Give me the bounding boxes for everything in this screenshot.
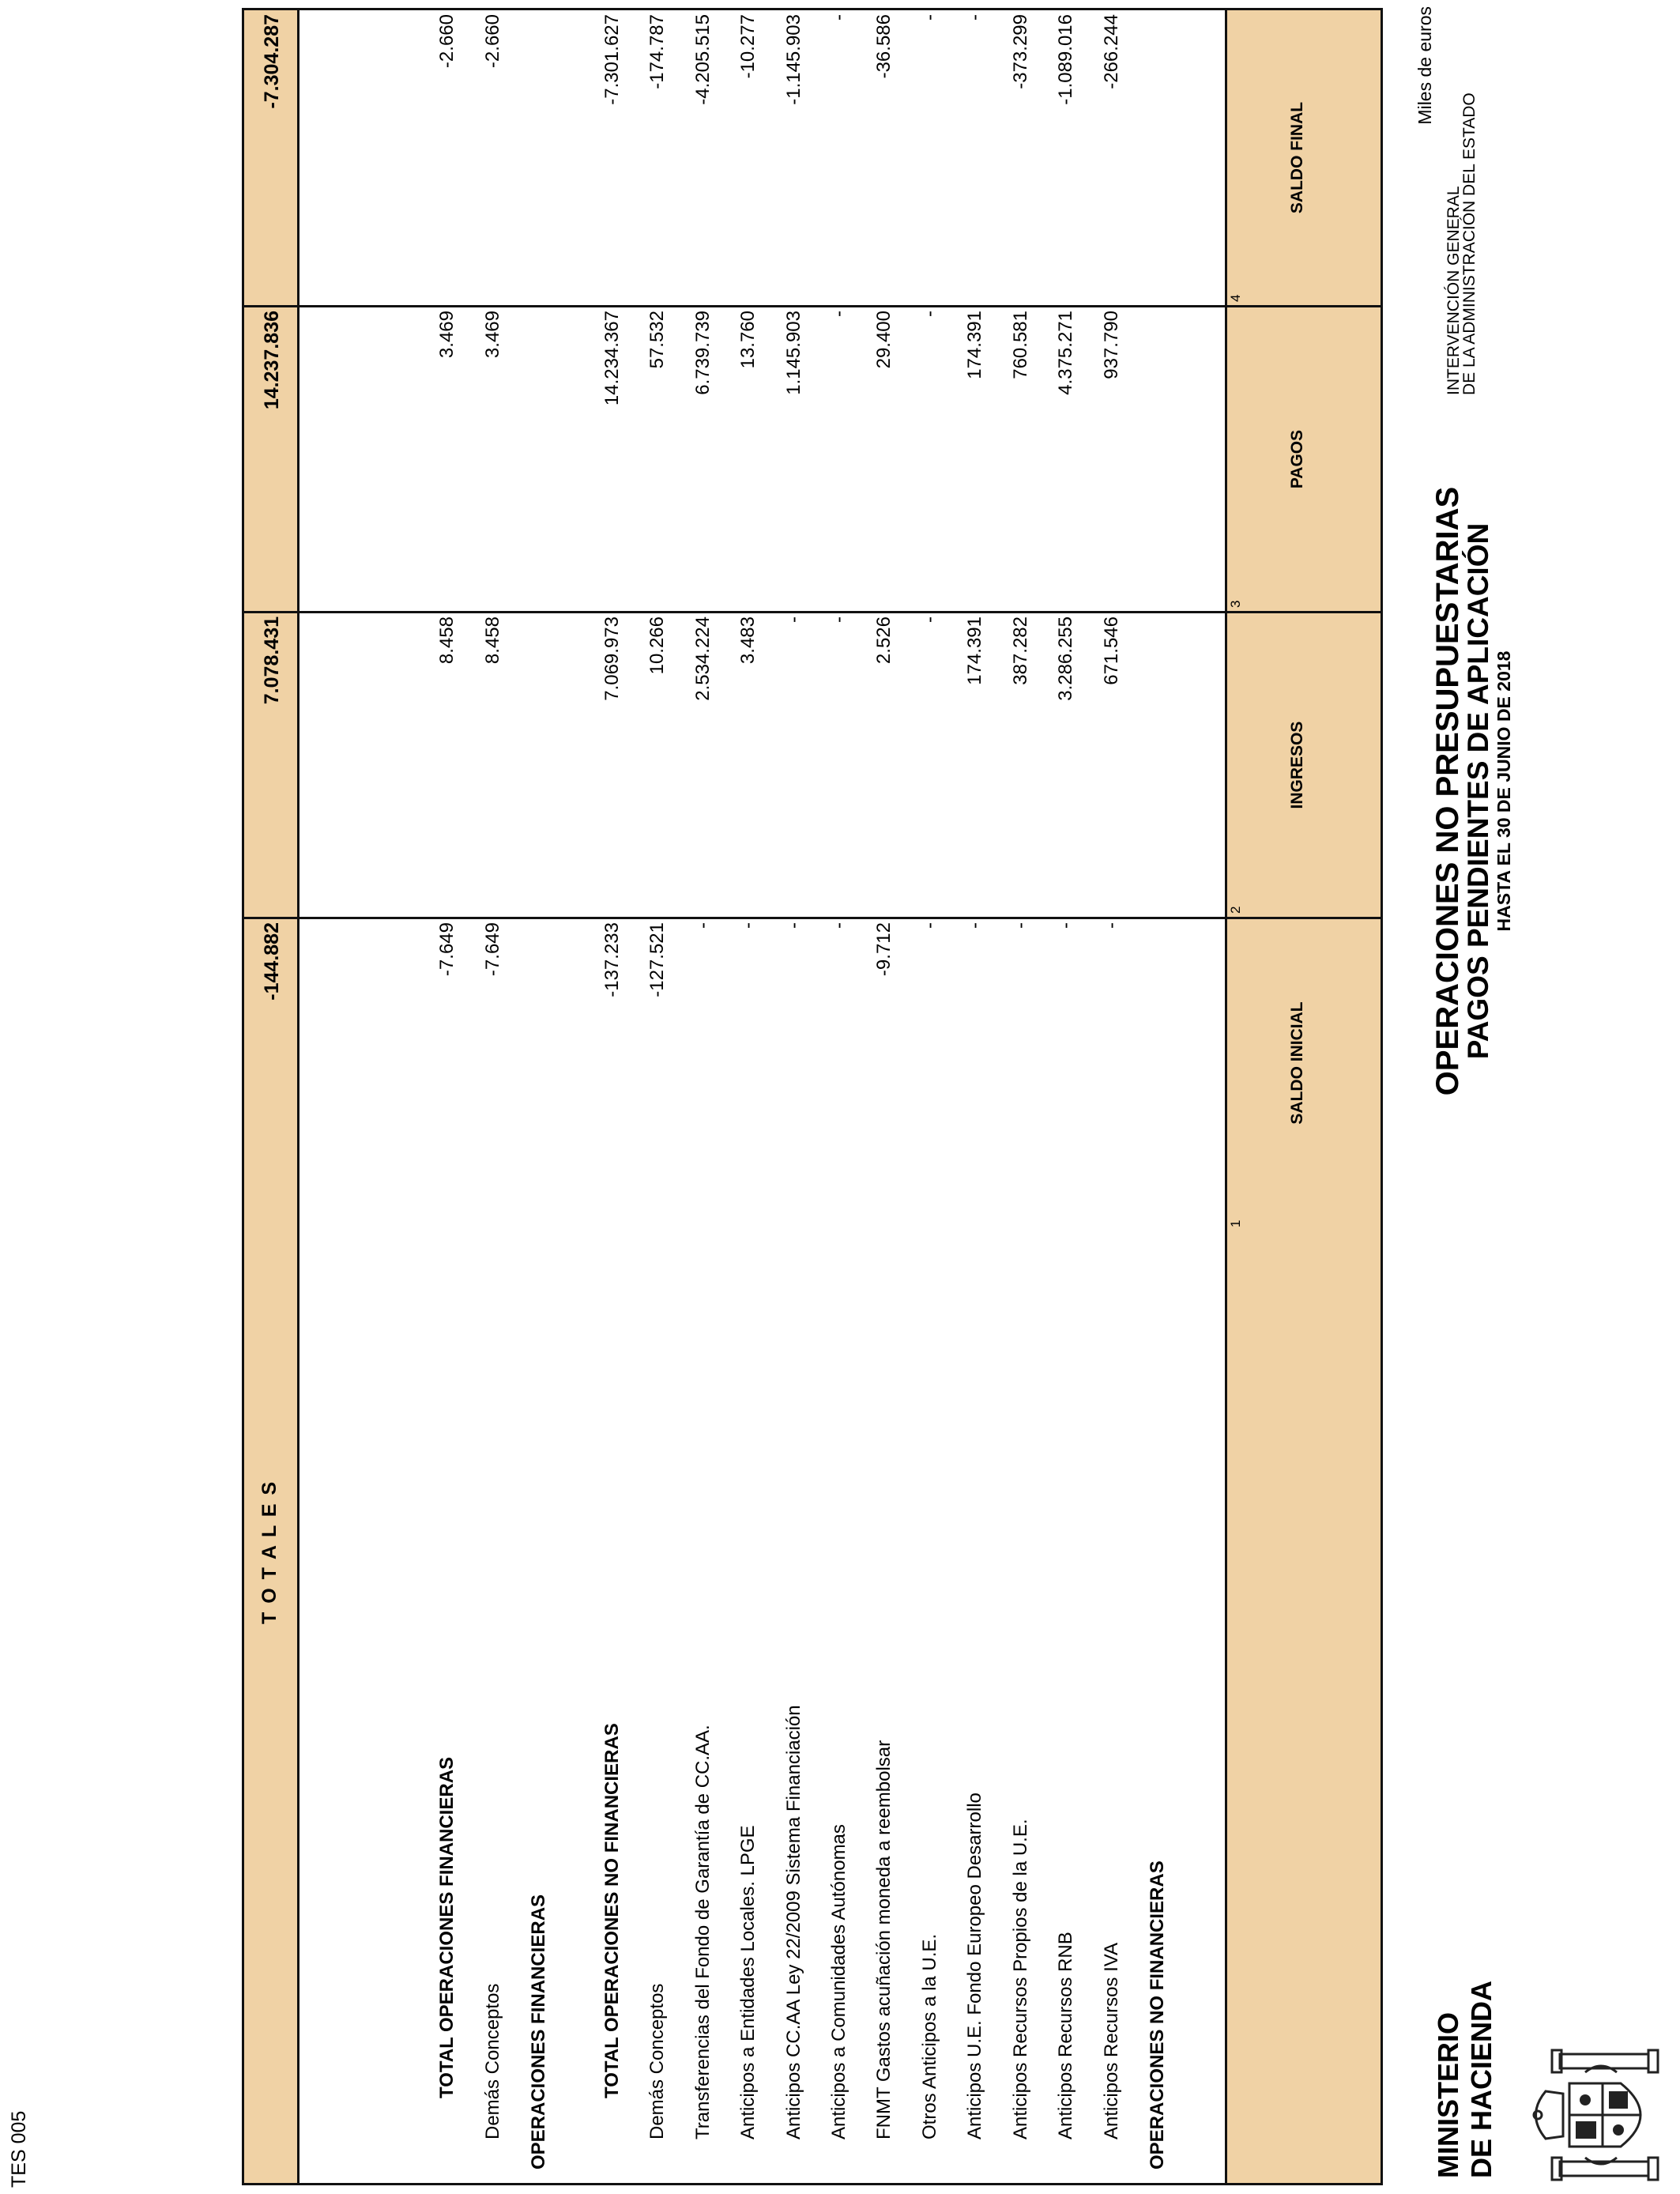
cell-saldo-inicial: - [1101,922,1122,929]
cell-pagos: 57.532 [646,311,668,369]
table-border-left [242,2183,1382,2185]
report-title-block [1432,258,1514,1325]
cell-saldo-final: -7.301.627 [601,14,623,105]
column-number-1: 1 [1228,1220,1243,1227]
cell-ingresos: - [828,616,849,623]
column-header-pagos: PAGOS [1288,429,1306,489]
row-label: Demás Conceptos [646,1983,668,2139]
row-label: Anticipos Recursos RNB [1055,1932,1076,2139]
org-line-2: DE LA ADMINISTRACIÓN DEL ESTADO [1460,92,1478,395]
cell-saldo-final: - [828,14,849,21]
cell-saldo-inicial: - [919,922,940,929]
totals-ingresos: 7.078.431 [261,616,283,705]
cell-ingresos: 7.069.973 [601,616,623,701]
cell-ingresos: 2.526 [873,616,895,665]
cell-pagos: - [919,311,940,317]
row-label: Otros Anticipos a la U.E. [919,1933,940,2139]
row-label: Anticipos CC.AA Ley 22/2009 Sistema Financiación [783,1705,804,2139]
cell-saldo-final: -373.299 [1010,14,1031,89]
cell-pagos: 3.469 [436,311,458,359]
cell-saldo-inicial: - [783,922,804,929]
column-header-saldo-inicial: SALDO INICIAL [1288,1001,1306,1125]
row-label: TOTAL OPERACIONES NO FINANCIERAS [601,1723,623,2098]
cell-saldo-inicial: -7.649 [482,922,503,977]
cell-ingresos: 671.546 [1101,616,1122,685]
ministry-line-1: MINISTERIO [1432,2011,1464,2178]
row-label: TOTAL OPERACIONES FINANCIERAS [436,1756,458,2098]
header-rule [1225,8,1227,2185]
row-label: FNMT Gastos acuñación moneda a reembolsar [873,1740,895,2139]
coat-of-arms-icon [1530,2048,1668,2182]
column-header-saldo-final: SALDO FINAL [1288,101,1306,214]
report-title: OPERACIONES NO PRESUPUESTARIAS [1430,486,1465,1096]
cell-saldo-final: -174.787 [646,14,668,89]
cell-saldo-inicial: - [964,922,985,929]
report-subtitle: PAGOS PENDIENTES DE APLICACIÓN [1462,522,1494,1060]
cell-saldo-inicial: -137.233 [601,922,623,997]
row-label: Anticipos U.E. Fondo Europeo Desarrollo [964,1793,985,2139]
cell-ingresos: 2.534.224 [692,616,714,701]
cell-ingresos: 174.391 [964,616,985,685]
org-line-1: INTERVENCIÓN GENERAL [1445,186,1463,395]
cell-saldo-final: -266.244 [1101,14,1122,89]
cell-ingresos: 3.483 [737,616,759,665]
cell-ingresos: 10.266 [646,616,668,675]
report-code: TES 005 [8,2110,30,2188]
cell-pagos: - [828,311,849,317]
cell-pagos: 3.469 [482,311,503,359]
column-header-ingresos: INGRESOS [1288,721,1306,809]
column-rule-1 [242,917,1382,919]
column-rule-3 [242,305,1382,307]
cell-ingresos: - [919,616,940,623]
row-label: Demás Conceptos [482,1983,503,2139]
table-border-top [1381,8,1383,2185]
cell-saldo-final: -1.145.903 [783,14,804,105]
cell-pagos: 937.790 [1101,311,1122,379]
cell-pagos: 4.375.271 [1055,311,1076,395]
cell-ingresos: 8.458 [436,616,458,665]
cell-pagos: 13.760 [737,311,759,369]
row-label: Anticipos a Comunidades Autónomas [828,1824,849,2139]
cell-saldo-final: -36.586 [873,14,895,79]
issuing-organization [1446,16,1478,395]
row-label: OPERACIONES FINANCIERAS [528,1894,549,2169]
cell-saldo-inicial: -7.649 [436,922,458,977]
totals-label-cell [242,919,297,2185]
totals-pagos: 14.237.836 [261,311,283,410]
cell-saldo-final: -2.660 [436,14,458,69]
cell-saldo-final: -10.277 [737,14,759,79]
cell-ingresos: 387.282 [1010,616,1031,685]
ministry-line-2: DE HACIENDA [1465,1980,1497,2178]
cell-saldo-inicial: -9.712 [873,922,895,977]
cell-ingresos: 3.286.255 [1055,616,1076,701]
cell-saldo-inicial: - [692,922,714,929]
units-label: Miles de euros [1414,6,1435,125]
cell-saldo-final: -4.205.515 [692,14,714,105]
report-table [242,8,1382,2185]
totals-label: T O T A L E S [258,1480,281,1625]
table-border-right [242,8,1382,10]
column-number-3: 3 [1228,600,1243,608]
cell-saldo-final: -2.660 [482,14,503,69]
row-label: Transferencias del Fondo de Garantía de CC.AA. [692,1725,714,2139]
totals-saldo-inicial: -144.882 [261,922,283,1001]
cell-saldo-inicial: -127.521 [646,922,668,997]
cell-saldo-final: - [919,14,940,21]
cell-ingresos: - [783,616,804,623]
totals-rule [297,8,299,2185]
cell-pagos: 14.234.367 [601,311,623,406]
row-label: Anticipos Recursos Propios de la U.E. [1010,1819,1031,2139]
row-label: Anticipos a Entidades Locales. LPGE [737,1825,759,2139]
column-number-2: 2 [1228,906,1243,914]
cell-ingresos: 8.458 [482,616,503,665]
report-date: HASTA EL 30 DE JUNIO DE 2018 [1494,650,1514,932]
row-label: Anticipos Recursos IVA [1101,1943,1122,2139]
cell-saldo-final: -1.089.016 [1055,14,1076,105]
cell-saldo-final: - [964,14,985,21]
ministry-name [1432,1846,1498,2178]
cell-pagos: 1.145.903 [783,311,804,395]
cell-saldo-inicial: - [828,922,849,929]
cell-pagos: 6.739.739 [692,311,714,395]
totals-saldo-final: -7.304.287 [261,14,283,109]
cell-pagos: 760.581 [1010,311,1031,379]
cell-pagos: 29.400 [873,311,895,369]
cell-saldo-inicial: - [1055,922,1076,929]
cell-pagos: 174.391 [964,311,985,379]
column-number-4: 4 [1228,294,1243,302]
cell-saldo-inicial: - [737,922,759,929]
cell-saldo-inicial: - [1010,922,1031,929]
column-rule-2 [242,611,1382,613]
row-label: OPERACIONES NO FINANCIERAS [1147,1860,1168,2169]
